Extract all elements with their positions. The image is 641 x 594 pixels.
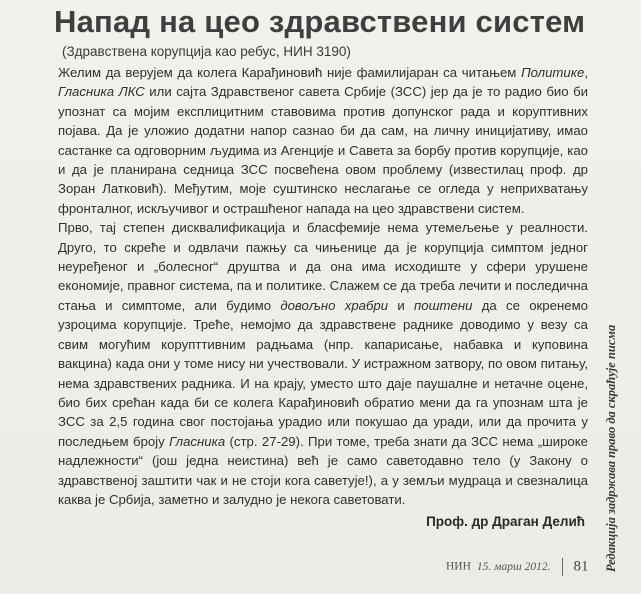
p1-text-b: ,	[584, 65, 588, 80]
article-subtitle: (Здравствена корупција као ребус, НИН 3190)	[62, 44, 351, 59]
p1-politika: Политике	[521, 65, 585, 80]
p2-text-d: (стр. 27-29). При томе, треба знати да ЗСС нема „широке надлежности“ (још једна неистина) већ је само саветодавно тело (у Закону о здравственој заштити чак и не стоји кога саветује!), а у земљи мудраца и свезналица каква је Србија, заметно и залудно је некога саветовати.	[58, 433, 588, 507]
article-body	[58, 63, 588, 509]
footer-date: 15. марш 2012.	[476, 560, 551, 573]
page-footer	[446, 558, 588, 576]
footer-divider	[562, 558, 563, 576]
p2-emphasis-brave: довољно храбри	[280, 297, 389, 313]
p2-glasnik: Гласника	[169, 433, 226, 449]
p1-glasnik: Гласника ЛКС	[58, 84, 145, 100]
p2-text-a: Прво, тај степен дисквалификација и бласфемије нема утемељење у реалности. Друго, то скреће и одвлачи пажњу са чињенице да је корупција симптом једног неуређеног и „болесног“ друштва и да она има исходиште у сфери урушене економије, правног система, па и политике. Слажем се да треба лечити и последична стања и симптоме, али будимо	[58, 220, 588, 313]
p1-text-a: Желим да верујем да колега Карађиновић није фамилијаран са читањем	[58, 65, 522, 80]
p2-emphasis-honest: поштени	[413, 297, 473, 313]
paragraph-1	[58, 63, 588, 218]
p2-text-c: да се окренемо узроцима корупције. Треће, немојмо да здравствене раднике доводимо у везу са свим могућим корупттивним радњама (нпр. капарисање, набавка и куповина вакцина) када они у томе нису ни учествовали. У истражном затвору, по овом питању, нема здравствених радника. И на крају, уместо што даје паушалне и нетачне оцене, био бих срећан када би се колега Карађиновић обратио мени да га упознам шта је ЗСС за 2,5 година свог постојања урадио или покушао да уради, или да прочита у последњем броју	[58, 297, 588, 449]
article-title: Напад на цео здравствени систем	[54, 4, 586, 39]
author-signature: Проф. др Драган Делић	[426, 514, 585, 529]
page-number: 81	[573, 558, 589, 575]
p1-text-c: или сајта Здравственог савета Србије (ЗСС) јер да је то радио био би упознат са мојим експлицитним ставовима против допунског рада и коруптивних појава. Да је уложио додатни напор сазнао би да сам, на личну иницијативу, имао састанке са одговорним људима из Агенције и Савета за борбу против корупције, као и да је планирана седница ЗСС посвећена овом проблему (известилац проф. др Зоран Латковић). Међутим, моје суштинско неслагање се огледа у неприхватању фронталног, искључивог и острашћеног напада на цео здравствени систем.	[58, 84, 588, 216]
footer-magazine: НИН	[446, 560, 471, 573]
paragraph-2	[58, 218, 588, 509]
p2-text-b: и	[388, 297, 414, 313]
editorial-side-note: Редакција задржава право да скраћује писма	[604, 324, 618, 572]
